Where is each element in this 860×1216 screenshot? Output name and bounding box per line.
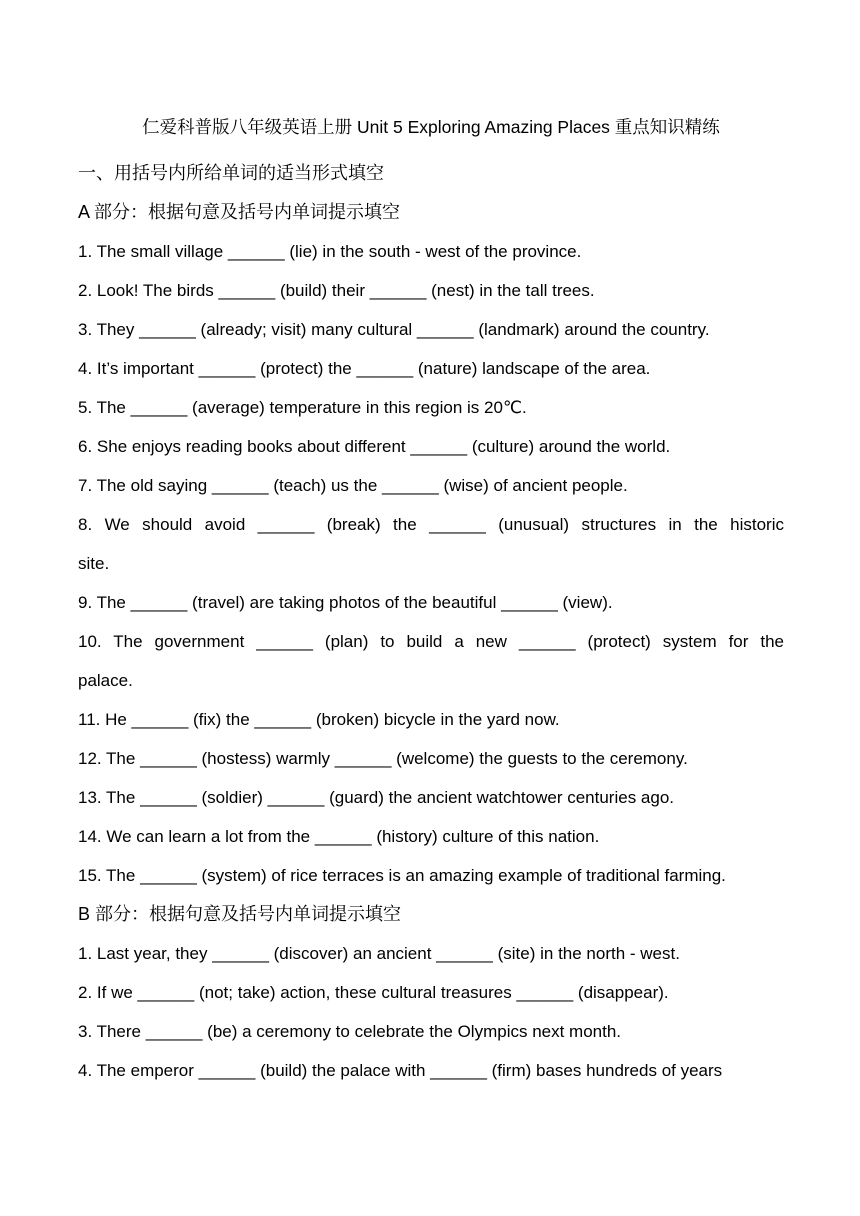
- question-b-1: 1. Last year, they ______ (discover) an ancient ______ (site) in the north - west.: [78, 944, 680, 963]
- question-a-15: 15. The ______ (system) of rice terraces is an amazing example of traditional farming.: [78, 866, 726, 885]
- question-a-13: 13. The ______ (soldier) ______ (guard) the ancient watchtower centuries ago.: [78, 788, 675, 807]
- question-a-5: 5. The ______ (average) temperature in this region is 20℃.: [78, 398, 527, 417]
- question-b-4: 4. The emperor ______ (build) the palace with ______ (firm) bases hundreds of years: [78, 1061, 723, 1080]
- question-a-8-line-2: site.: [78, 554, 110, 573]
- question-a-1: 1. The small village ______ (lie) in the south - west of the province.: [78, 242, 582, 261]
- document-page: [78, 108, 784, 1090]
- question-a-12: 12. The ______ (hostess) warmly ______ (welcome) the guests to the ceremony.: [78, 749, 688, 768]
- question-b-2: 2. If we ______ (not; take) action, these cultural treasures ______ (disappear).: [78, 983, 669, 1002]
- question-a-10-line-2: palace.: [78, 671, 133, 690]
- question-a-6: 6. She enjoys reading books about different ______ (culture) around the world.: [78, 437, 671, 456]
- document-title: 仁爱科普版八年级英语上册 Unit 5 Exploring Amazing Places 重点知识精练: [142, 117, 720, 137]
- question-a-2: 2. Look! The birds ______ (build) their ______ (nest) in the tall trees.: [78, 281, 595, 300]
- question-a-9: 9. The ______ (travel) are taking photos of the beautiful ______ (view).: [78, 593, 613, 612]
- question-a-4: 4. It’s important ______ (protect) the ______ (nature) landscape of the area.: [78, 359, 651, 378]
- question-b-3: 3. There ______ (be) a ceremony to celebrate the Olympics next month.: [78, 1022, 622, 1041]
- section-heading: 一、用括号内所给单词的适当形式填空: [78, 163, 384, 183]
- part-b-heading: B 部分：根据句意及括号内单词提示填空: [78, 904, 402, 924]
- question-a-11: 11. He ______ (fix) the ______ (broken) bicycle in the yard now.: [78, 710, 560, 729]
- question-a-7: 7. The old saying ______ (teach) us the ______ (wise) of ancient people.: [78, 476, 628, 495]
- question-a-10-line-1: 10. The government ______ (plan) to build a new ______ (protect) system for the: [78, 632, 784, 651]
- question-a-14: 14. We can learn a lot from the ______ (history) culture of this nation.: [78, 827, 600, 846]
- question-a-3: 3. They ______ (already; visit) many cultural ______ (landmark) around the country.: [78, 320, 710, 339]
- part-a-heading: A 部分：根据句意及括号内单词提示填空: [78, 202, 401, 222]
- question-a-8-line-1: 8. We should avoid ______ (break) the ______ (unusual) structures in the historic: [78, 515, 784, 534]
